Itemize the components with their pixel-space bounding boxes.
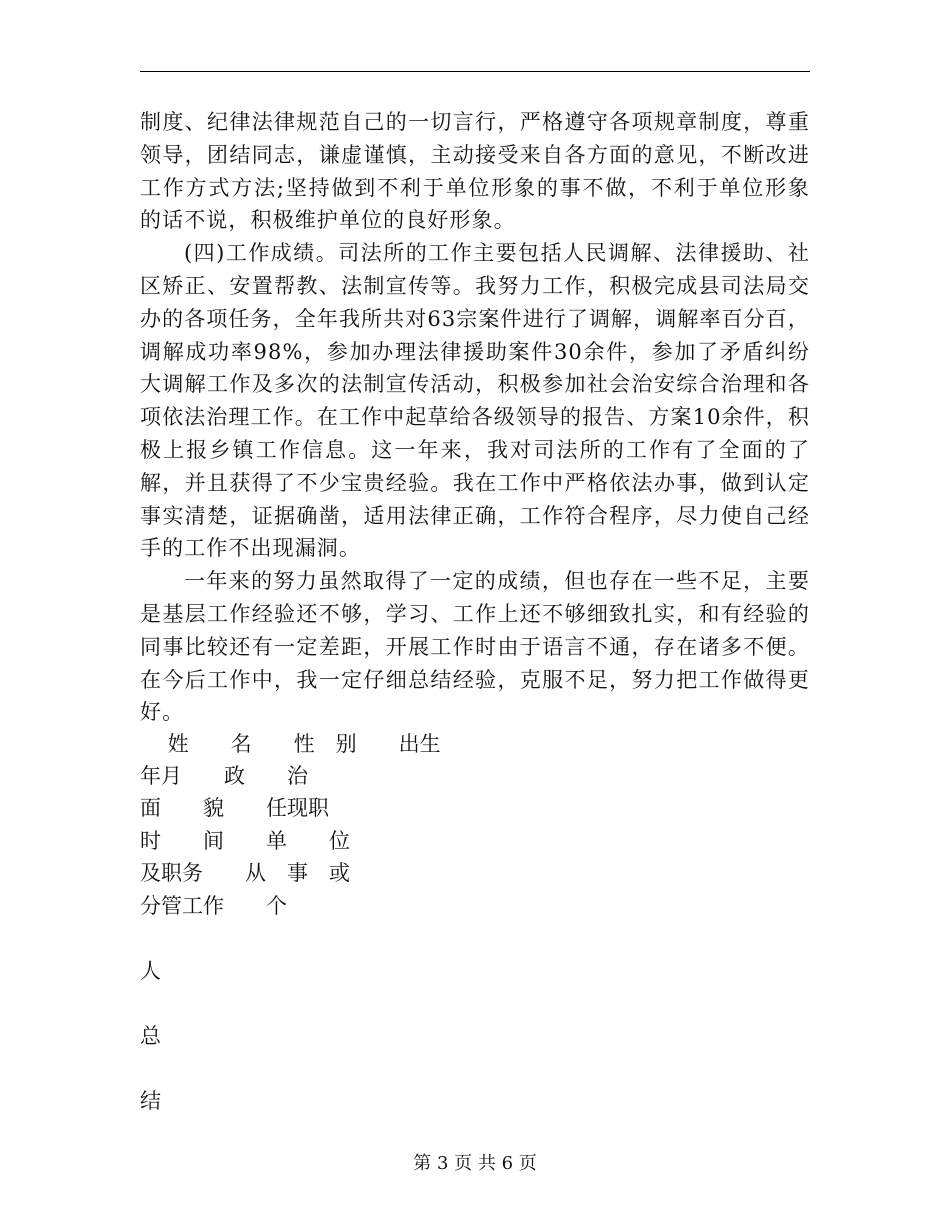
form-line-name-gender-birth: 姓 名 性 别 出生 — [140, 732, 441, 756]
paragraph-conduct: 制度、纪律法律规范自己的一切言行，严格遵守各项规章制度，尊重领导，团结同志，谦虚谨慎，主动接受来自各方面的意见，不断改进工作方式方法;坚持做到不利于单位形象的事不做，不利于单位形象的话不说，积极维护单位的良好形象。 — [140, 110, 810, 233]
form-line-month-political: 年月 政 治 — [140, 764, 308, 788]
form-line-duty-engaged: 及职务 从 事 或 — [140, 861, 350, 885]
form-line-summary-char-2: 总 — [140, 1024, 161, 1048]
form-line-summary-char-3: 结 — [140, 1089, 161, 1113]
paragraph-shortcomings: 一年来的努力虽然取得了一定的成绩，但也存在一些不足，主要是基层工作经验还不够，学习、工作上还不够细致扎实，和有经验的同事比较还有一定差距，开展工作时由于语言不通，存在诸多不便。在今后工作中，我一定仔细总结经验，克服不足，努力把工作做得更好。 — [140, 569, 810, 725]
form-line-managed-work: 分管工作 个 — [140, 894, 287, 918]
header-rule — [140, 71, 810, 72]
paragraph-work-achievements: (四)工作成绩。司法所的工作主要包括人民调解、法律援助、社区矫正、安置帮教、法制宣传等。我努力工作，积极完成县司法局交办的各项任务，全年我所共对63宗案件进行了调解，调解率百分百，调解成功率98%，参加办理法律援助案件30余件，参加了矛盾纠纷大调解工作及多次的法制宣传活动，积极参加社会治安综合治理和各项依法治理工作。在工作中起草给各级领导的报告、方案10余件，积极上报乡镇工作信息。这一年来，我对司法所的工作有了全面的了解，并且获得了不少宝贵经验。我在工作中严格依法办事，做到认定事实清楚，证据确凿，适用法律正确，工作符合程序，尽力使自己经手的工作不出现漏洞。 — [140, 241, 810, 561]
document-body — [140, 106, 810, 729]
page-number-footer: 第 3 页 共 6 页 — [413, 1153, 537, 1174]
form-line-appearance-position: 面 貌 任现职 — [140, 796, 329, 820]
form-line-summary-char-1: 人 — [140, 959, 161, 983]
form-line-time-unit: 时 间 单 位 — [140, 829, 350, 853]
